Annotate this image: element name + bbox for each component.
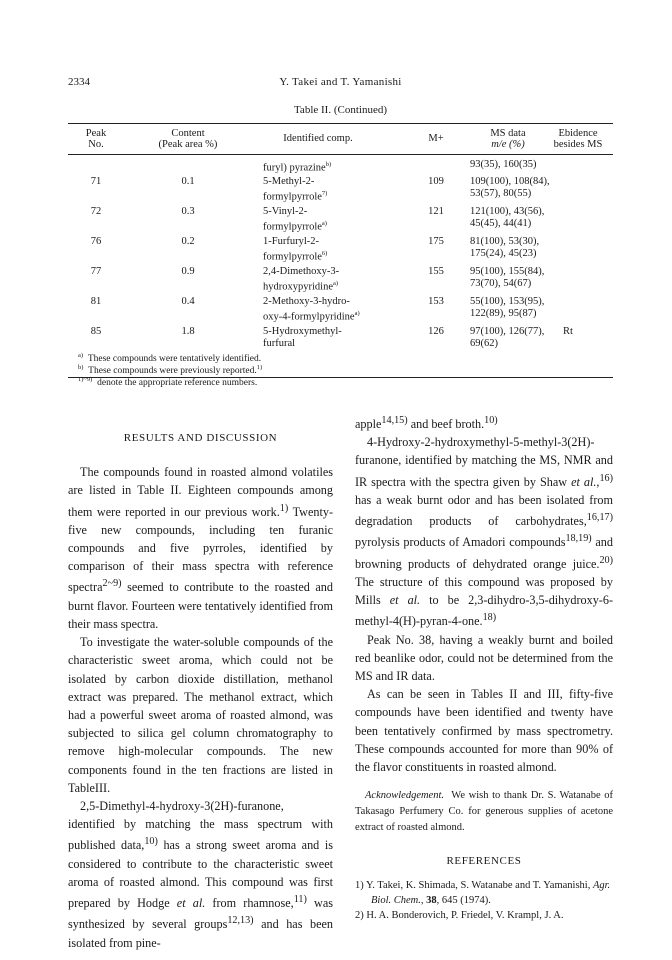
cell-content: 1.8 — [181, 325, 195, 337]
table-body — [68, 155, 613, 377]
cell-ms: 93(35), 160(35) — [470, 159, 537, 170]
paragraph: The compounds found in roasted almond volatiles are listed in Table II. Eighteen compounds among them were reported in our previous work.$^{1)}$ Twenty-five new compounds, including ten furanic compounds and five pyrroles, identified by comparison of their mass spectra with reference spectra$^{2\sim 9)}$ seemed to contribute to the roasted and burnt flavor. Fourteen were tentatively identified from their mass spectra. — [68, 465, 334, 631]
footnote: $^{a)}$ These compounds were tentatively identified. — [78, 352, 262, 365]
reference-list — [355, 878, 613, 923]
paragraph: To investigate the water-soluble compounds of the characteristic sweet aroma, which could not be isolated by carbon dioxide distillation, methanol extract was prepared. The methanol extract, which had a powerful sweet aroma of roasted almond, was subjected to silica gel column chromatography to remove high-molecular compounds. The new components found in the ten fractions are listed in TableIII. — [68, 635, 333, 795]
cell-ms: 121(100), 43(56), 45(45), 44(41) — [470, 205, 545, 229]
cell-content: 0.1 — [181, 175, 195, 187]
paragraph: 4-Hydroxy-2-hydroxymethyl-5-methyl-3(2H)-furanone, identified by matching the MS, NMR and IR spectra with the spectra given by Shaw et al.,$^{16)}$ has a weak burnt odor and has been isolated from degradation products of carbohydrates,$^{16,17)}$ pyrolysis products of Amadori compounds$^{18,19)}$ and browning products of dehydrated orange juice.$^{20)}$ The structure of this compound was proposed by Mills et al. to be 2,3-dihydro-3,5-dihydroxy-6-methyl-4(H)-pyran-4-one.$^{18)}$ — [355, 435, 613, 629]
references-heading: REFERENCES — [446, 855, 522, 868]
cell-peak: 71 — [90, 175, 102, 187]
cell-content: 0.9 — [181, 265, 195, 277]
cell-compound: furyl) pyrazine$^{b)}$ — [263, 161, 332, 174]
page-number: 2334 — [68, 76, 90, 88]
header-peak: Peak No. — [85, 128, 107, 150]
cell-content: 0.4 — [181, 295, 195, 307]
cell-m: 109 — [428, 175, 444, 187]
cell-ms: 81(100), 53(30), 175(24), 45(23) — [470, 235, 540, 259]
footnote: $^{b)}$ These compounds were previously reported.$^{1)}$ — [78, 364, 263, 377]
cell-m: 155 — [428, 265, 444, 277]
table-title: Table II. (Continued) — [293, 104, 387, 116]
right-column — [355, 412, 613, 923]
cell-compound: 5-Vinyl-2- formylpyrrole$^{a)}$ — [263, 205, 327, 233]
header-content: Content (Peak area %) — [158, 128, 218, 150]
left-column — [68, 428, 333, 952]
footnote: $^{1)\sim 9)}$ denote the appropriate reference numbers. — [78, 376, 258, 389]
acknowledgement: Acknowledgement. We wish to thank Dr. S. Watanabe of Takasago Perfumery Co. for generous supplies of acetone extract of roasted almond. — [355, 790, 614, 834]
cell-m: 175 — [428, 235, 444, 247]
cell-compound: 5-Methyl-2- formylpyrrole$^{7)}$ — [263, 175, 328, 203]
cell-compound: 1-Furfuryl-2- formylpyrrole$^{6)}$ — [263, 235, 328, 263]
cell-compound: 2,4-Dimethoxy-3- hydroxypyridine$^{a)}$ — [263, 265, 340, 293]
cell-peak: 76 — [90, 235, 102, 247]
running-authors: Y. Takei and T. Yamanishi — [279, 76, 402, 88]
header-ms: MS data m/e (%) — [490, 128, 526, 150]
reference-item: 1) Y. Takei, K. Shimada, S. Watanabe and T. Yamanishi, Agr. Biol. Chem., 38, 645 (1974). — [355, 880, 611, 907]
cell-evidence: Rt — [563, 325, 573, 337]
table-header — [68, 124, 613, 154]
cell-peak: 81 — [90, 295, 102, 307]
paragraph: Peak No. 38, having a weakly burnt and boiled red beanlike odor, could not be determined from the MS and IR data. — [355, 632, 613, 684]
header-comp: Identified comp. — [283, 133, 353, 144]
paragraph: apple$^{14,15)}$ and beef broth.$^{10)}$ — [355, 415, 498, 432]
cell-content: 0.2 — [181, 235, 195, 247]
cell-ms: 109(100), 108(84), 53(57), 80(55) — [470, 175, 550, 199]
cell-compound: 2-Methoxy-3-hydro- oxy-4-formylpyridine$^{a)}$ — [263, 295, 360, 323]
cell-m: 126 — [428, 325, 444, 337]
cell-ms: 55(100), 153(95), 122(89), 95(87) — [470, 295, 545, 319]
cell-compound: 5-Hydroxymethyl- furfural — [263, 325, 342, 349]
cell-m: 121 — [428, 205, 444, 217]
cell-peak: 72 — [90, 205, 102, 217]
cell-m: 153 — [428, 295, 444, 307]
reference-item: 2) H. A. Bonderovich, P. Friedel, V. Krampl, J. A. — [355, 910, 564, 922]
cell-peak: 77 — [90, 265, 102, 277]
section-heading: RESULTS AND DISCUSSION — [123, 432, 278, 444]
paragraph: 2,5-Dimethyl-4-hydroxy-3(2H)-furanone, identified by matching the mass spectrum with published data,$^{10)}$ has a strong sweet aroma and is considered to contribute to the characteristic sweet aroma of roasted almond. This compound was first prepared by Hodge et al. from rhamnose,$^{11)}$ was synthesized by several groups$^{12,13)}$ and has been isolated from pine- — [68, 798, 333, 950]
header-evidence: Ebidence besides MS — [553, 128, 603, 150]
paragraph: As can be seen in Tables II and III, fifty-five compounds have been identified and twenty have been tentatively confirmed by mass spectrometry. These compounds accounted for more than 90% of the flavor constituents in roasted almond. — [355, 687, 613, 775]
data-table — [68, 123, 613, 378]
cell-ms: 97(100), 126(77), 69(62) — [470, 325, 545, 349]
cell-peak: 85 — [90, 325, 102, 337]
cell-content: 0.3 — [181, 205, 195, 217]
cell-ms: 95(100), 155(84), 73(70), 54(67) — [470, 265, 545, 289]
header-m: M+ — [428, 133, 444, 144]
